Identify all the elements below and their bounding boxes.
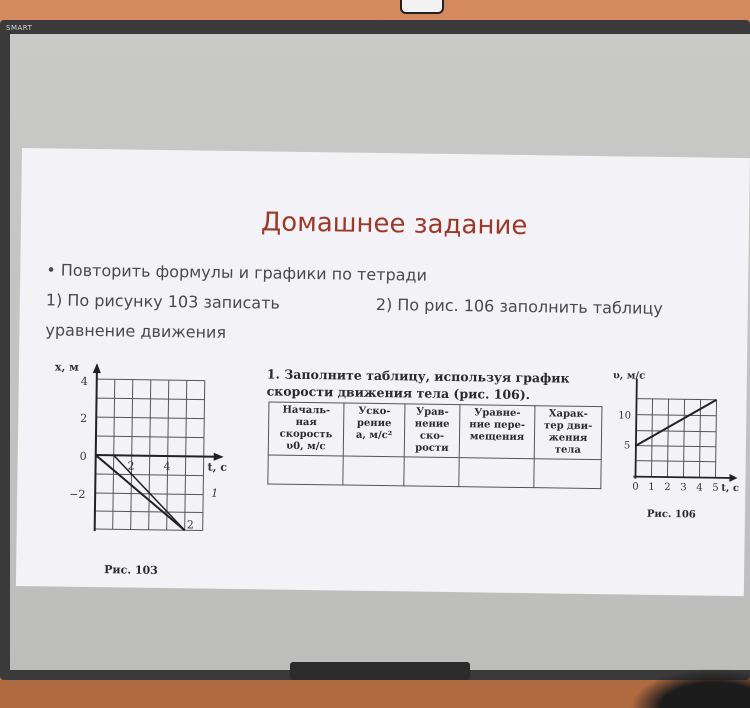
y-tick-label: 2 [80,411,88,425]
line-label-1: 1 [211,486,219,500]
table-header-row [268,402,602,460]
x-tick-label: 3 [680,482,687,494]
table-header-cell: Уравне- ние пере- мещения [459,405,535,459]
x-tick-label: 1 [648,481,655,493]
figure-103-caption: Рис. 103 [104,563,158,577]
task-title-line2: скорости движения тела (рис. 106). [266,383,531,403]
table-header-cell: Урав- нение ско- рости [404,404,460,458]
grid-line [636,446,716,447]
velocity-line [636,399,717,447]
student-head [630,668,750,708]
x-axis-arrow [729,474,737,482]
ceiling-object [400,0,444,14]
x-axis [633,477,733,478]
table-cell [404,457,459,487]
task1-line2: уравнение движения [45,320,227,342]
line-label-2: 2 [186,518,194,532]
x-tick-label: 4 [696,482,703,494]
bullet-line: • Повторить формулы и графики по тетради [46,260,428,285]
x-tick-label: 2 [127,459,135,473]
line-1 [95,455,186,530]
x-axis-label: t, c [207,460,228,474]
textbook-table [267,401,602,489]
y-axis [95,365,97,531]
grid-line [699,399,700,477]
figure-106-graph [607,368,749,500]
y-tick-label: 4 [80,374,88,388]
y-tick-label: −2 [69,487,86,501]
y-tick-label: 0 [79,449,87,463]
board-brand-logo: SMART [6,24,33,32]
x-tick-label: 5 [712,482,719,494]
x-tick-label: 4 [163,460,171,474]
grid-line [637,399,717,400]
grid-line [715,400,716,478]
y-axis-label: υ, м/с [612,370,646,382]
x-axis-arrow [214,453,224,461]
slide-title: Домашнее задание [260,207,528,242]
table-header-cell: Уско- рение a, м/с² [343,403,405,457]
projected-slide [16,148,750,596]
x-axis-label: t, c [721,482,740,495]
x-tick-label: 2 [664,482,671,494]
grid-line [667,399,668,477]
task1-line1: 1) По рисунку 103 записать [45,290,281,313]
grid-line [636,431,716,432]
x-tick-label: 0 [632,481,639,493]
y-tick-label: 10 [618,410,632,422]
figure-103-graph [46,360,249,563]
y-axis [635,379,636,479]
y-axis-label: x, м [54,360,79,374]
y-tick-label: 5 [623,440,631,452]
task-title-line1: 1. Заполните таблицу, используя график [266,366,570,386]
pen-tray [290,662,470,680]
grid-line [683,399,684,477]
table-header-cell: Харак- тер дви- жения тела [534,406,602,460]
textbook-task [267,365,570,403]
table-cell [343,456,404,486]
grid-line [651,399,652,477]
table-cell [459,458,534,488]
figure-106-caption: Рис. 106 [646,508,696,521]
grid-line [636,415,716,416]
y-axis-arrow [93,363,101,373]
table-cell [534,459,601,489]
table-row [268,455,601,489]
table-cell [268,455,343,485]
grid-line [636,461,716,462]
table-header-cell: Началь- ная скорость υ0, м/с [268,402,344,456]
task2-line: 2) По рис. 106 заполнить таблицу [375,294,663,318]
